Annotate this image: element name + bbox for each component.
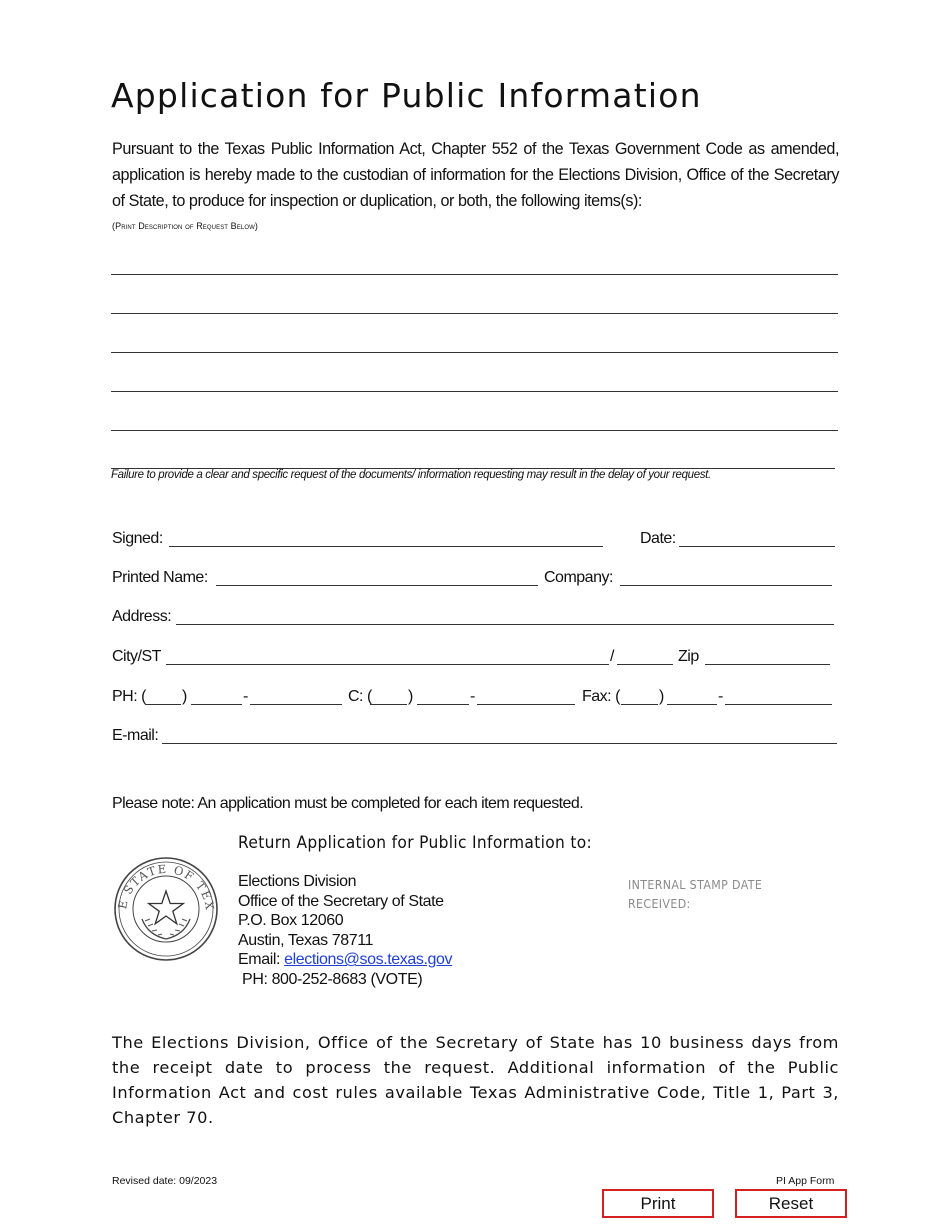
company-label: Company: xyxy=(544,569,613,586)
city-st-label: City/ST xyxy=(112,648,161,665)
signed-field[interactable] xyxy=(169,546,603,547)
address-line-office: Office of the Secretary of State xyxy=(238,892,444,910)
fax-prefix-field[interactable] xyxy=(667,704,717,705)
cell-dash: - xyxy=(470,688,475,705)
email-label: E-mail: xyxy=(112,727,159,744)
fax-dash: - xyxy=(718,688,723,705)
phone-dash: - xyxy=(243,688,248,705)
elections-email-link[interactable]: elections@sos.texas.gov xyxy=(284,951,453,969)
date-field[interactable] xyxy=(679,546,835,547)
cell-paren: ) xyxy=(408,688,413,705)
page-title: Application for Public Information xyxy=(111,76,702,115)
texas-state-seal xyxy=(112,855,220,963)
phone-paren: ) xyxy=(182,688,187,705)
request-line-4[interactable] xyxy=(111,391,838,392)
state-separator: / xyxy=(610,648,614,665)
cell-area-field[interactable] xyxy=(370,704,407,705)
svg-text:THE STATE OF TEXAS xyxy=(112,855,217,912)
completion-note: Please note: An application must be completed for each item requested. xyxy=(112,795,584,812)
cell-prefix-field[interactable] xyxy=(417,704,469,705)
state-field[interactable] xyxy=(617,664,673,665)
request-line-3[interactable] xyxy=(111,352,838,353)
address-line-pobox: P.O. Box 12060 xyxy=(238,912,344,930)
address-line-email xyxy=(238,950,452,970)
request-line-2[interactable] xyxy=(111,313,838,314)
closing-paragraph: The Elections Division, Office of the Secretary of State has 10 business days from the receipt date to process the request. Additional information of the Public Information Act and cost rules available Texas Administrative Code, Title 1, Part 3, Chapter 70. xyxy=(112,1033,839,1127)
address-line-city: Austin, Texas 78711 xyxy=(238,931,374,949)
return-address xyxy=(238,872,452,990)
cell-number-field[interactable] xyxy=(477,704,575,705)
email-field[interactable] xyxy=(162,743,837,744)
email-prefix: Email: xyxy=(238,951,285,969)
phone-label: PH: ( xyxy=(112,688,146,705)
company-field[interactable] xyxy=(620,585,832,586)
zip-field[interactable] xyxy=(705,664,830,665)
printed-name-field[interactable] xyxy=(216,585,538,586)
stamp-line-1: INTERNAL STAMP DATE xyxy=(628,878,763,892)
internal-stamp-box xyxy=(628,876,762,914)
fax-paren: ) xyxy=(659,688,664,705)
signed-label: Signed: xyxy=(112,530,163,547)
fax-number-field[interactable] xyxy=(725,704,832,705)
date-label: Date: xyxy=(640,530,676,547)
request-line-5[interactable] xyxy=(111,430,838,431)
return-title: Return Application for Public Information to: xyxy=(238,833,593,853)
request-caption: (Print Description of Request Below) xyxy=(112,221,258,231)
request-warning: Failure to provide a clear and specific request of the documents/ information requesting may result in the delay of your request. xyxy=(111,469,711,481)
cell-label: C: ( xyxy=(348,688,372,705)
revised-date: Revised date: 09/2023 xyxy=(112,1175,218,1187)
seal-text: E STATE OF TEX xyxy=(115,861,218,912)
printed-name-label: Printed Name: xyxy=(112,569,208,586)
stamp-line-2: RECEIVED: xyxy=(628,897,691,911)
form-id: PI App Form xyxy=(776,1175,835,1187)
phone-area-field[interactable] xyxy=(145,704,181,705)
address-line-division: Elections Division xyxy=(238,873,357,890)
fax-label: Fax: ( xyxy=(582,688,620,705)
phone-prefix-field[interactable] xyxy=(191,704,242,705)
fax-area-field[interactable] xyxy=(621,704,658,705)
reset-button[interactable]: Reset xyxy=(735,1189,847,1218)
city-field[interactable] xyxy=(166,664,609,665)
intro-paragraph: Pursuant to the Texas Public Information Act, Chapter 552 of the Texas Government Code as amended, application is hereby made to the custodian of information for the Elections Division, Office of the Secretary of State, to produce for inspection or duplication, or both, the following items(s): xyxy=(112,140,839,210)
address-label: Address: xyxy=(112,608,172,625)
print-button[interactable]: Print xyxy=(602,1189,714,1218)
address-line-phone: PH: 800-252-8683 (VOTE) xyxy=(238,970,423,988)
zip-label: Zip xyxy=(678,648,699,665)
request-line-1[interactable] xyxy=(111,274,838,275)
address-field[interactable] xyxy=(176,624,834,625)
phone-number-field[interactable] xyxy=(250,704,342,705)
